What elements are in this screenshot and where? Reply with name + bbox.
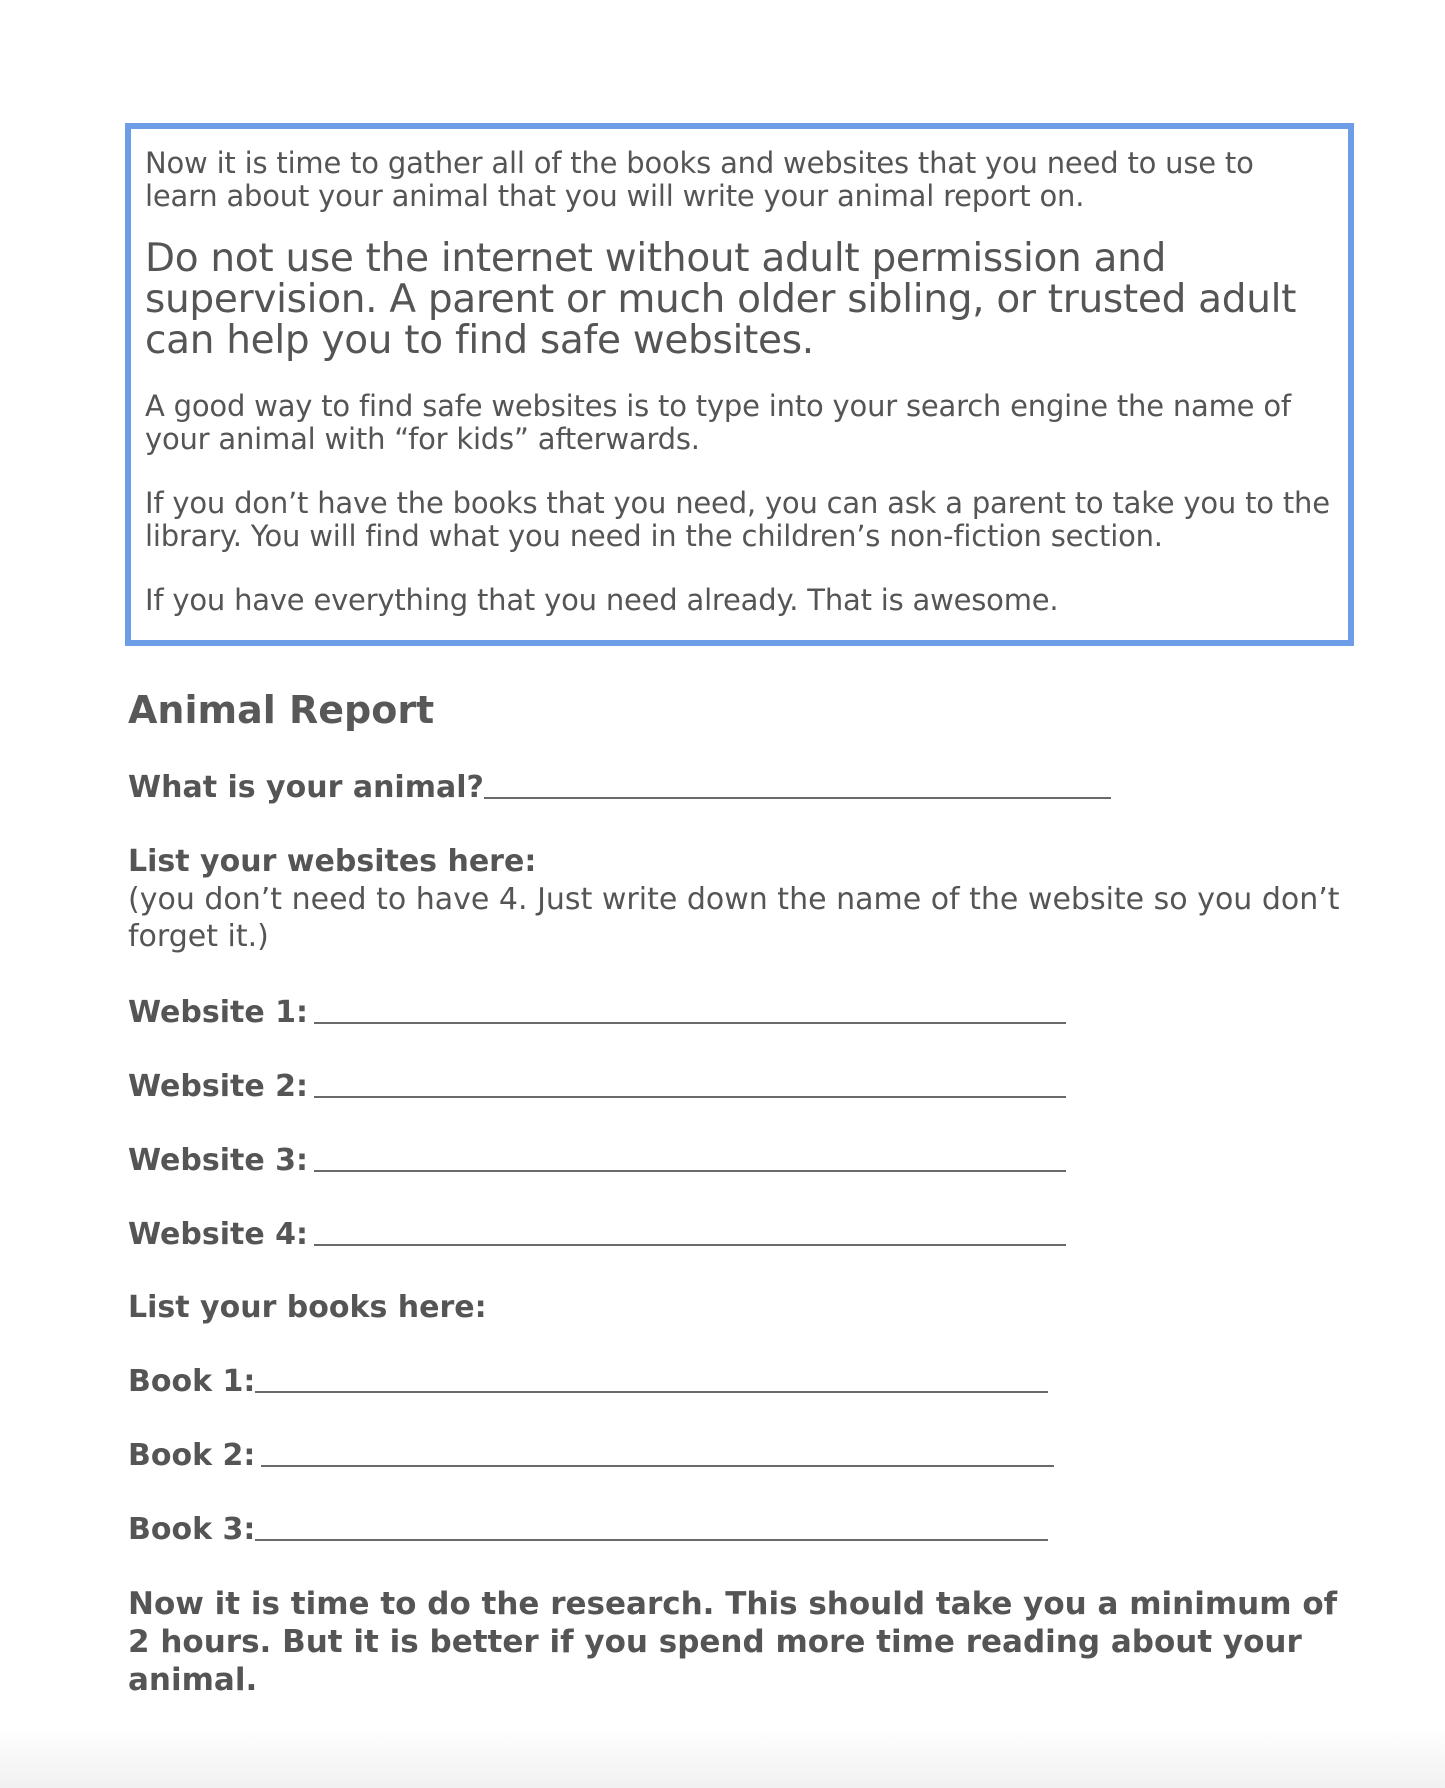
book-row <box>128 1359 1048 1399</box>
search-tip: A good way to find safe websites is to type into your search engine the name of your animal with “for kids” afterwards. <box>145 389 1291 456</box>
website-row <box>128 1212 1066 1252</box>
website-row <box>128 1064 1066 1104</box>
internet-warning: Do not use the internet without adult permission and supervision. A parent or much older sibling, or trusted adult can help you to find safe websites. <box>145 236 1297 363</box>
instructions-box <box>125 123 1354 646</box>
website-label: Website 2: <box>128 1069 308 1104</box>
ready-note: If you have everything that you need already. That is awesome. <box>145 583 1059 617</box>
book-answer-line[interactable] <box>255 1539 1048 1541</box>
closing-text: Now it is time to do the research. This should take you a minimum of 2 hours. But it is better if you spend more time reading about your animal. <box>128 1586 1338 1698</box>
animal-report-section <box>128 685 1368 1698</box>
book-answer-line[interactable] <box>261 1465 1054 1467</box>
intro-text: Now it is time to gather all of the books and websites that you need to use to learn about your animal that you will write your animal report on. <box>145 146 1254 213</box>
book-label: Book 2: <box>128 1438 256 1473</box>
report-title: Animal Report <box>128 688 435 732</box>
website-label: Website 3: <box>128 1143 308 1178</box>
websites-note: (you don’t need to have 4. Just write down the name of the website so you don’t forget it.) <box>128 882 1340 954</box>
website-row <box>128 990 1066 1030</box>
website-answer-line[interactable] <box>314 1096 1066 1098</box>
page-bottom-shadow <box>0 1728 1445 1788</box>
book-answer-line[interactable] <box>255 1391 1048 1393</box>
book-row <box>128 1507 1048 1547</box>
book-label: Book 1: <box>128 1364 256 1399</box>
book-row <box>128 1433 1054 1473</box>
website-answer-line[interactable] <box>314 1170 1066 1172</box>
book-label: Book 3: <box>128 1512 256 1547</box>
website-row <box>128 1138 1066 1178</box>
animal-answer-line[interactable] <box>484 797 1111 799</box>
books-heading: List your books here: <box>128 1290 487 1325</box>
website-label: Website 4: <box>128 1217 308 1252</box>
websites-heading: List your websites here: <box>128 844 537 879</box>
animal-question-label: What is your animal? <box>128 770 484 805</box>
website-label: Website 1: <box>128 995 308 1030</box>
website-answer-line[interactable] <box>314 1022 1066 1024</box>
library-tip: If you don’t have the books that you need, you can ask a parent to take you to the library. You will find what you need in the children’s non-fiction section. <box>145 486 1330 553</box>
animal-question-row <box>128 765 1111 805</box>
website-answer-line[interactable] <box>314 1244 1066 1246</box>
